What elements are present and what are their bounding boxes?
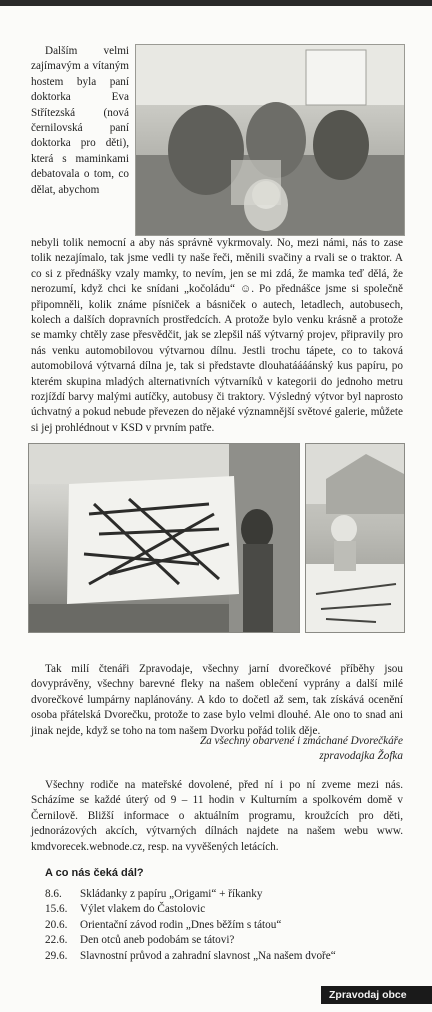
event-item (45, 918, 385, 933)
event-item (45, 902, 385, 917)
events-list (45, 887, 385, 964)
event-title: Slavnostní průvod a zahradní slavnost „Na našem dvoře“ (80, 949, 336, 962)
article-closing-paragraph: Tak milí čtenáři Zpravodaje, všechny jarní dvorečkové příběhy jsou dovyprávěny, všechny barevné fleky na našem oblečení vyprány a další milé dvorečkové lumpárny naplánovány. A kdo to dočetl až sem, tak získává ocenění osoba přátelská Dvorečku, protože to zase bylo velmi dlouhé. Ale ono to snad ani jinak nejde, když se toho na tom našem Dvorku pořád tolik děje. (31, 663, 403, 737)
article-paragraph-intro: Dalším velmi zajímavým a vítaným hostem byla paní doktorka Eva Střítezská (nová černilovská paní doktorka pro děti), která s maminkami debatovala o tom, co dělat, abychom (31, 45, 129, 196)
event-item (45, 949, 385, 964)
signature (103, 734, 403, 765)
event-item (45, 887, 385, 902)
event-date: 15.6. (45, 903, 68, 916)
event-date: 8.6. (45, 888, 62, 900)
photo-painting-banner (28, 443, 300, 633)
events-heading: A co nás čeká dál? (45, 867, 144, 879)
event-title: Skládanky z papíru „Origami“ + říkanky (80, 888, 263, 900)
event-title: Den otců aneb podobám se tátovi? (80, 934, 235, 947)
footer-banner: Zpravodaj obce (321, 986, 432, 1004)
event-item (45, 933, 385, 948)
article-paragraph-continued: nebyli tolik nemocní a aby nás správně vykrmovaly. No, mezi námi, nás to zase tolik nezajímalo, tak jsme vedli ty naše řeči, měnili svačiny a rvali se o traktor. A co si z přednášky vzaly mamky, to nevím, jen se mi zdá, že mamka teď dělá, že nerozumí, když chci ke snídani „kočoládu“ ☺. Po přednášce jsme si společně připomněli, kolik známe písniček a básniček o autech, letadlech, autobusech, kolech a dalších dopravních prostředcích. A protože bylo venku krásně a protože se mamky chtěly zase přesvědčit, jak se zlepšil náš výtvarný projev, připravily pro nás venku automobilovou výtvarnou dílnu. Jestli trochu tápete, co to taková automobilová výtvarná dílna je, tak si představte dlouhatáááánský kus papíru, po kterém skupina mladých alternativních výtvarníků v kategorii do jednoho metru rozjíždí barvy malými autíčky, autobusy či traktory. Výsledný výtvor byl naprosto úchvatný a pokud nebude převezen do nějaké významnější světové galerie, můžete si jej prohlédnout v KSD v prvním patře. (31, 237, 403, 434)
event-date: 20.6. (45, 918, 68, 931)
event-title: Orientační závod rodin „Dnes běžím s tátou“ (80, 918, 282, 931)
signature-line-1: Za všechny obarvené i zmáchané Dvorečkáře (199, 735, 403, 747)
signature-line-2: zpravodajka Žofka (319, 750, 403, 763)
event-date: 29.6. (45, 949, 68, 962)
event-date: 22.6. (45, 934, 68, 947)
photo-child-painting (305, 443, 405, 633)
top-rule (0, 0, 432, 6)
invitation-paragraph: Všechny rodiče na mateřské dovolené, před ní i po ní zveme mezi nás. Scházíme se každé úterý od 9 – 11 hodin v Kulturním a spolkovém domě v Černilově. Bližší informace o aktuálním programu, kroužcích pro děti, jednorázových akcích, výtvarných dílnách najdete na našem webu www. kmdvorecek.webnode.cz, resp. na vyvěšených letácích. (31, 779, 403, 853)
photo-lecture-room (135, 44, 405, 236)
event-title: Výlet vlakem do Častolovic (80, 903, 206, 916)
